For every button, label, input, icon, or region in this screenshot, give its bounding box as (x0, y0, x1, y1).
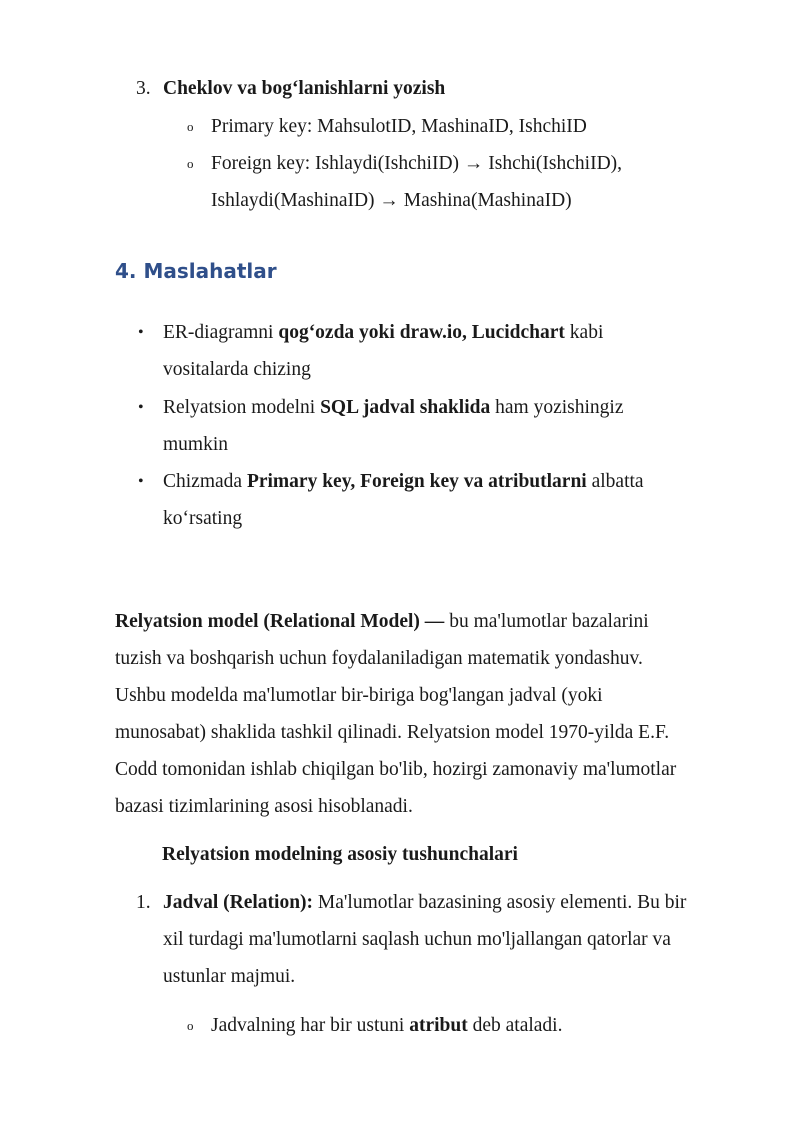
section-3-title: Cheklov va bog‘lanishlarni yozish (163, 78, 446, 99)
bullet-icon: • (138, 324, 144, 341)
intro-paragraph-line: tuzish va boshqarish uchun foydalaniladigan matematik yondashuv. (115, 648, 643, 669)
primary-key-item: Primary key: MahsulotID, MashinaID, IshchiID (211, 116, 587, 137)
tip-item-continued: ko‘rsating (163, 508, 243, 529)
concepts-subheading: Relyatsion modelning asosiy tushunchalari (162, 844, 518, 865)
foreign-key-item: Foreign key: Ishlaydi(IshchiID) → Ishchi(IshchiID), (211, 153, 623, 174)
foreign-key-item-continued: Ishlaydi(MashinaID) → Mashina(MashinaID) (211, 190, 572, 211)
tip-item-continued: vositalarda chizing (163, 359, 311, 380)
tip-item: ER-diagramni qog‘ozda yoki draw.io, Lucidchart kabi (163, 322, 604, 343)
tip-item-continued: mumkin (163, 434, 229, 455)
concept-item: Jadval (Relation): Ma'lumotlar bazasining asosiy elementi. Bu bir (163, 892, 687, 913)
intro-paragraph-line: bazasi tizimlarining asosi hisoblanadi. (115, 796, 413, 817)
bullet-icon: • (138, 399, 144, 416)
intro-paragraph-line: Codd tomonidan ishlab chiqilgan bo'lib, hozirgi zamonaviy ma'lumotlar (115, 759, 677, 780)
intro-paragraph-line: Relyatsion model (Relational Model) — bu ma'lumotlar bazalarini (115, 611, 649, 632)
tip-item: Relyatsion modelni SQL jadval shaklida ham yozishingiz (163, 397, 624, 418)
circle-bullet-icon: o (187, 1018, 194, 1033)
intro-paragraph-line: Ushbu modelda ma'lumotlar bir-biriga bog'langan jadval (yoki (115, 685, 603, 706)
intro-paragraph-line: munosabat) shaklida tashkil qilinadi. Relyatsion model 1970-yilda E.F. (115, 722, 670, 743)
concept-item-continued: ustunlar majmui. (163, 966, 296, 987)
circle-bullet-icon: o (187, 156, 194, 171)
tip-item: Chizmada Primary key, Foreign key va atributlarni albatta (163, 471, 644, 492)
concept-item-continued: xil turdagi ma'lumotlarni saqlash uchun mo'ljallangan qatorlar va (163, 929, 671, 950)
concept-subitem: Jadvalning har bir ustuni atribut deb ataladi. (211, 1015, 563, 1036)
bullet-icon: • (138, 473, 144, 490)
section-4-heading: 4. Maslahatlar (115, 259, 277, 283)
list-number: 3. (136, 78, 151, 99)
circle-bullet-icon: o (187, 119, 194, 134)
list-number: 1. (136, 892, 151, 913)
